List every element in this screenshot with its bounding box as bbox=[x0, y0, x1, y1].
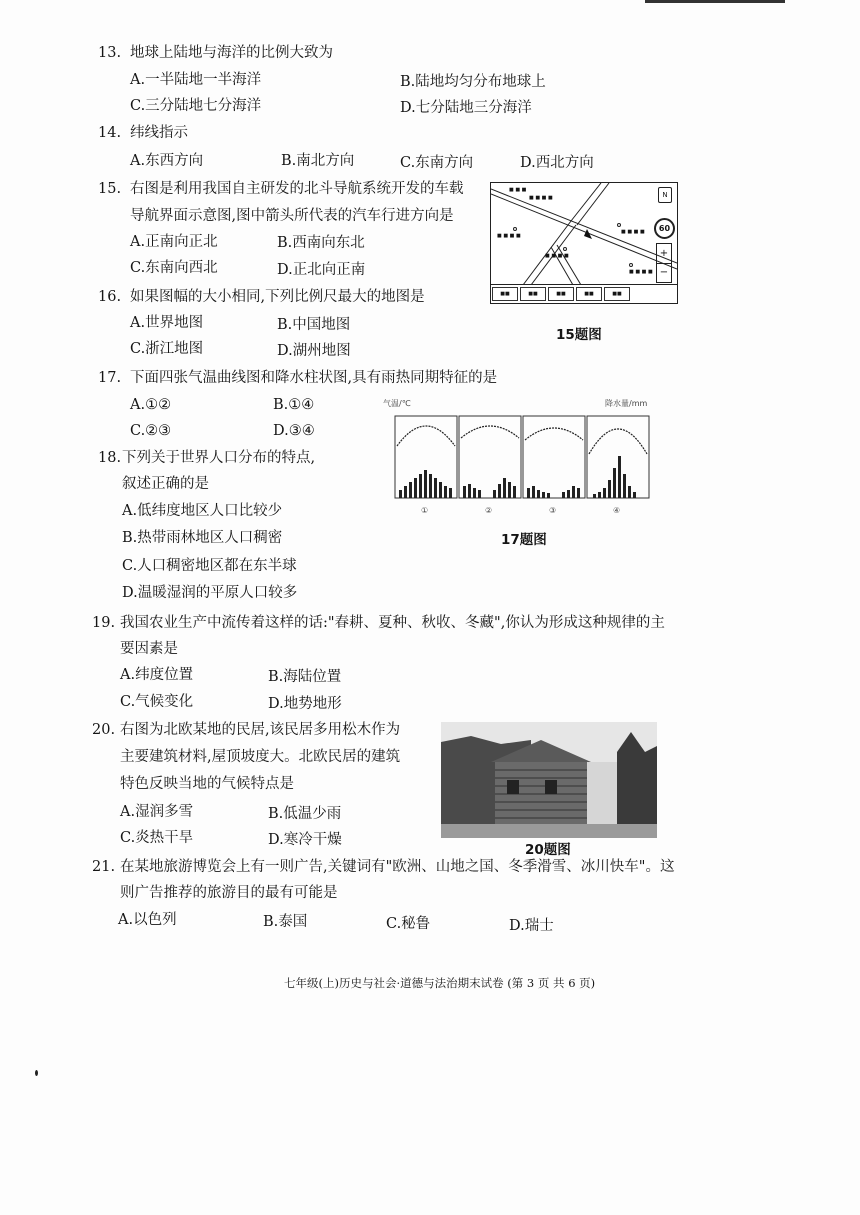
question-13-option-d: D.七分陆地三分海洋 bbox=[400, 100, 532, 116]
question-15-option-c: C.东南向西北 bbox=[130, 260, 218, 276]
question-17-option-c: C.②③ bbox=[130, 423, 172, 439]
question-15-stem-line2: 导航界面示意图,图中箭头所代表的汽车行进方向是 bbox=[130, 208, 454, 224]
question-20-number: 20. bbox=[92, 722, 116, 738]
question-17-stem: 下面四张气温曲线图和降水柱状图,具有雨热同期特征的是 bbox=[130, 370, 498, 386]
zoom-in-button[interactable]: + bbox=[657, 244, 671, 264]
nav-menu-button[interactable]: ■■ bbox=[492, 287, 518, 301]
question-16-stem: 如果图幅的大小相同,下列比例尺最大的地图是 bbox=[130, 289, 425, 305]
question-14-option-b: B.南北方向 bbox=[281, 153, 355, 169]
question-20-option-a: A.湿润多雪 bbox=[120, 804, 194, 820]
question-16-number: 16. bbox=[98, 289, 122, 305]
question-15-option-a: A.正南向正北 bbox=[130, 234, 218, 250]
question-20-option-d: D.寒冷干燥 bbox=[268, 832, 342, 848]
question-21-option-c: C.秘鲁 bbox=[386, 916, 431, 932]
climate-panel-2 bbox=[459, 416, 521, 498]
temperature-axis-label: 气温/℃ bbox=[383, 399, 411, 408]
climate-panel-number: ③ bbox=[549, 506, 557, 515]
question-16-option-d: D.湖州地图 bbox=[277, 343, 351, 359]
nav-menu-button[interactable]: ■■ bbox=[576, 287, 602, 301]
nav-menu-button[interactable]: ■■ bbox=[604, 287, 630, 301]
climate-panel-number: ① bbox=[421, 506, 429, 515]
navigation-map-figure bbox=[490, 182, 678, 304]
map-place-label: ■ ■ ■ bbox=[509, 187, 527, 193]
question-18-option-d: D.温暖湿润的平原人口较多 bbox=[122, 585, 298, 601]
precipitation-axis-label: 降水量/mm bbox=[605, 399, 648, 408]
question-21-option-d: D.瑞士 bbox=[509, 918, 554, 934]
question-14-option-a: A.东西方向 bbox=[130, 153, 204, 169]
question-21-option-a: A.以色列 bbox=[118, 912, 177, 928]
question-16-option-a: A.世界地图 bbox=[130, 315, 204, 331]
question-17-number: 17. bbox=[98, 370, 122, 386]
climate-panel-3 bbox=[523, 416, 585, 498]
question-15-number: 15. bbox=[98, 181, 122, 197]
question-21-option-b: B.泰国 bbox=[263, 914, 308, 930]
question-14-number: 14. bbox=[98, 125, 122, 141]
zoom-out-button[interactable]: − bbox=[659, 267, 669, 278]
question-19-option-b: B.海陆位置 bbox=[268, 669, 342, 685]
question-18-option-a: A.低纬度地区人口比较少 bbox=[122, 503, 283, 519]
nav-menu-button[interactable]: ■■ bbox=[548, 287, 574, 301]
question-15-option-d: D.正北向正南 bbox=[277, 262, 366, 278]
question-14-stem: 纬线指示 bbox=[130, 125, 188, 141]
scan-speck bbox=[35, 1070, 38, 1076]
question-13-stem: 地球上陆地与海洋的比例大致为 bbox=[130, 45, 333, 61]
climate-panel-number: ④ bbox=[613, 506, 621, 515]
question-13-option-c: C.三分陆地七分海洋 bbox=[130, 98, 262, 114]
question-17-option-d: D.③④ bbox=[273, 423, 315, 439]
nav-menu-bar bbox=[491, 284, 677, 303]
question-13-option-b: B.陆地均匀分布地球上 bbox=[400, 74, 546, 90]
climate-panel-1 bbox=[395, 416, 457, 498]
question-20-option-b: B.低温少雨 bbox=[268, 806, 342, 822]
climate-panel-number: ② bbox=[485, 506, 493, 515]
nordic-house-photo bbox=[441, 722, 657, 838]
question-19-option-c: C.气候变化 bbox=[120, 694, 194, 710]
question-18-number: 18. bbox=[98, 450, 122, 466]
question-21-stem-line1: 在某地旅游博览会上有一则广告,关键词有"欧洲、山地之国、冬季滑雪、冰川快车"。这 bbox=[120, 859, 675, 875]
climate-panel-4 bbox=[587, 416, 649, 498]
figure-17-caption: 17题图 bbox=[501, 532, 547, 548]
question-16-option-b: B.中国地图 bbox=[277, 317, 351, 333]
north-compass-icon: N bbox=[658, 187, 672, 203]
zoom-control[interactable] bbox=[656, 243, 672, 283]
question-19-number: 19. bbox=[92, 615, 116, 631]
question-18-stem-line1: 下列关于世界人口分布的特点, bbox=[122, 450, 316, 466]
map-place-label: ■ ■ ■ ■ bbox=[545, 253, 569, 259]
figure-20-caption: 20题图 bbox=[525, 842, 571, 858]
climate-charts-figure bbox=[383, 398, 663, 518]
question-14-option-c: C.东南方向 bbox=[400, 155, 474, 171]
question-19-option-d: D.地势地形 bbox=[268, 696, 342, 712]
map-place-label: ■ ■ ■ ■ bbox=[529, 195, 553, 201]
question-18-option-b: B.热带雨林地区人口稠密 bbox=[122, 530, 283, 546]
page-footer: 七年级(上)历史与社会·道德与法治期末试卷 (第 3 页 共 6 页) bbox=[284, 976, 596, 990]
question-15-option-b: B.西南向东北 bbox=[277, 235, 365, 251]
map-place-label: ■ ■ ■ ■ bbox=[621, 229, 645, 235]
question-20-stem-line3: 特色反映当地的气候特点是 bbox=[120, 776, 294, 792]
house-illustration bbox=[441, 722, 657, 838]
figure-15-caption: 15题图 bbox=[556, 327, 602, 343]
climate-charts-drawing bbox=[383, 398, 663, 518]
question-19-stem-line2: 要因素是 bbox=[120, 641, 178, 657]
question-17-option-a: A.①② bbox=[130, 397, 172, 413]
speed-limit-sign: 60 bbox=[654, 218, 675, 239]
question-19-stem-line1: 我国农业生产中流传着这样的话:"春耕、夏种、秋收、冬藏",你认为形成这种规律的主 bbox=[120, 615, 665, 631]
question-20-stem-line2: 主要建筑材料,屋顶坡度大。北欧民居的建筑 bbox=[120, 749, 401, 765]
question-19-option-a: A.纬度位置 bbox=[120, 667, 194, 683]
question-20-option-c: C.炎热干旱 bbox=[120, 830, 194, 846]
question-21-number: 21. bbox=[92, 859, 116, 875]
question-17-option-b: B.①④ bbox=[273, 397, 315, 413]
nav-menu-button[interactable]: ■■ bbox=[520, 287, 546, 301]
map-place-label: ■ ■ ■ ■ bbox=[497, 233, 521, 239]
question-16-option-c: C.浙江地图 bbox=[130, 341, 204, 357]
question-15-stem-line1: 右图是利用我国自主研发的北斗导航系统开发的车载 bbox=[130, 181, 464, 197]
question-18-option-c: C.人口稠密地区都在东半球 bbox=[122, 558, 297, 574]
question-21-stem-line2: 则广告推荐的旅游目的最有可能是 bbox=[120, 885, 338, 901]
map-place-label: ■ ■ ■ ■ bbox=[629, 269, 653, 275]
question-13-option-a: A.一半陆地一半海洋 bbox=[130, 72, 262, 88]
question-20-stem-line1: 右图为北欧某地的民居,该民居多用松木作为 bbox=[120, 722, 401, 738]
question-13-number: 13. bbox=[98, 45, 122, 61]
scan-edge-line bbox=[645, 0, 785, 3]
question-14-option-d: D.西北方向 bbox=[520, 155, 594, 171]
question-18-stem-line2: 叙述正确的是 bbox=[122, 476, 209, 492]
